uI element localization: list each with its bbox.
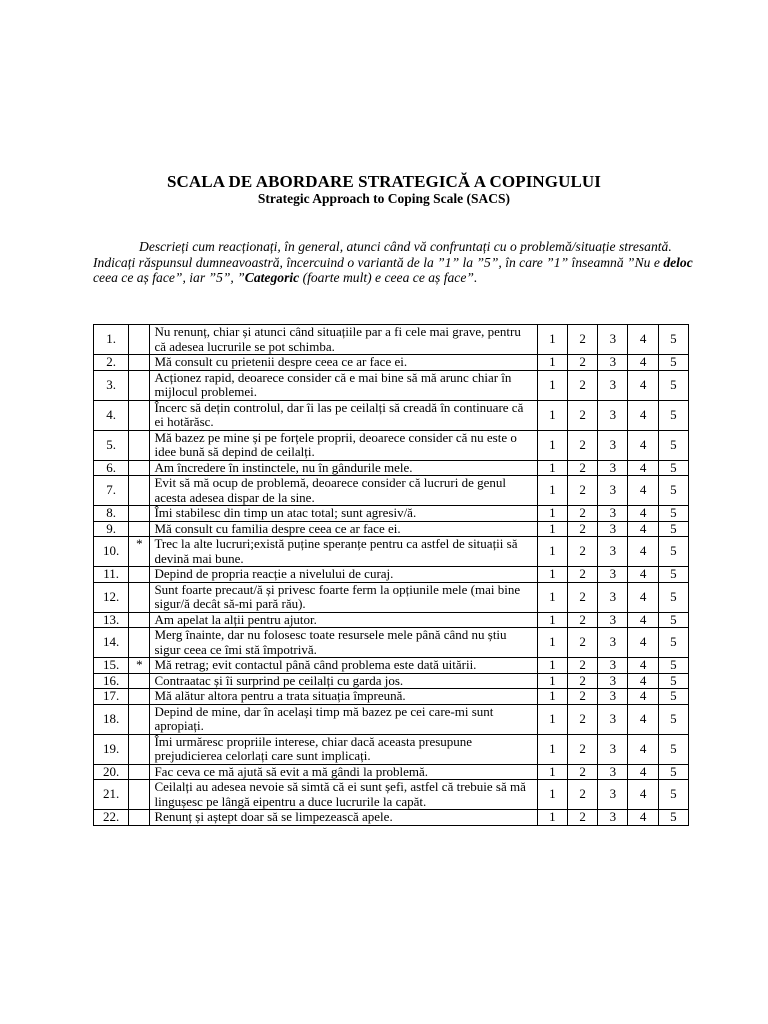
rating-option-2[interactable]: 2 <box>567 810 597 826</box>
rating-option-3[interactable]: 3 <box>598 325 628 355</box>
item-statement: Depind de propria reacție a nivelului de curaj. <box>150 567 537 583</box>
item-reverse-mark: * <box>129 658 150 674</box>
rating-option-5[interactable]: 5 <box>658 673 688 689</box>
sacs-items-body <box>94 325 689 826</box>
rating-option-4[interactable]: 4 <box>628 582 658 612</box>
item-row <box>94 689 689 705</box>
rating-option-3[interactable]: 3 <box>598 370 628 400</box>
item-number: 21. <box>94 780 129 810</box>
item-reverse-mark <box>129 612 150 628</box>
rating-option-1[interactable]: 1 <box>537 704 567 734</box>
item-reverse-mark: * <box>129 537 150 567</box>
rating-option-1[interactable]: 1 <box>537 673 567 689</box>
rating-option-3[interactable]: 3 <box>598 521 628 537</box>
rating-option-5[interactable]: 5 <box>658 764 688 780</box>
rating-option-3[interactable]: 3 <box>598 810 628 826</box>
rating-option-1[interactable]: 1 <box>537 537 567 567</box>
rating-option-3[interactable]: 3 <box>598 537 628 567</box>
item-reverse-mark <box>129 673 150 689</box>
rating-option-1[interactable]: 1 <box>537 460 567 476</box>
rating-option-4[interactable]: 4 <box>628 734 658 764</box>
item-statement: Fac ceva ce mă ajută să evit a mă gândi la problemă. <box>150 764 537 780</box>
item-number: 19. <box>94 734 129 764</box>
rating-option-5[interactable]: 5 <box>658 689 688 705</box>
item-reverse-mark <box>129 430 150 460</box>
item-reverse-mark <box>129 521 150 537</box>
item-row <box>94 325 689 355</box>
rating-option-2[interactable]: 2 <box>567 537 597 567</box>
rating-option-5[interactable]: 5 <box>658 506 688 522</box>
item-row <box>94 658 689 674</box>
item-statement: Evit să mă ocup de problemă, deoarece consider că lucruri de genul acesta adesea dispar de la sine. <box>150 476 537 506</box>
item-statement: Îmi urmăresc propriile interese, chiar dacă aceasta presupune prejudicierea celorlați care sunt implicați. <box>150 734 537 764</box>
item-statement: Mă bazez pe mine și pe forțele proprii, deoarece consider că nu este o idee bună să depind de ceilalți. <box>150 430 537 460</box>
item-row <box>94 810 689 826</box>
item-row <box>94 521 689 537</box>
rating-option-3[interactable]: 3 <box>598 460 628 476</box>
rating-option-3[interactable]: 3 <box>598 476 628 506</box>
rating-option-3[interactable]: 3 <box>598 689 628 705</box>
item-statement: Depind de mine, dar în același timp mă bazez pe cei care-mi sunt apropiați. <box>150 704 537 734</box>
item-reverse-mark <box>129 400 150 430</box>
rating-option-3[interactable]: 3 <box>598 734 628 764</box>
rating-option-3[interactable]: 3 <box>598 658 628 674</box>
rating-option-1[interactable]: 1 <box>537 521 567 537</box>
item-number: 20. <box>94 764 129 780</box>
item-reverse-mark <box>129 582 150 612</box>
item-number: 3. <box>94 370 129 400</box>
rating-option-5[interactable]: 5 <box>658 537 688 567</box>
item-number: 17. <box>94 689 129 705</box>
rating-option-4[interactable]: 4 <box>628 521 658 537</box>
rating-option-2[interactable]: 2 <box>567 476 597 506</box>
item-number: 4. <box>94 400 129 430</box>
item-reverse-mark <box>129 460 150 476</box>
rating-option-5[interactable]: 5 <box>658 400 688 430</box>
rating-option-4[interactable]: 4 <box>628 567 658 583</box>
rating-option-1[interactable]: 1 <box>537 764 567 780</box>
rating-option-3[interactable]: 3 <box>598 400 628 430</box>
item-row <box>94 734 689 764</box>
rating-option-4[interactable]: 4 <box>628 689 658 705</box>
rating-option-5[interactable]: 5 <box>658 521 688 537</box>
rating-option-2[interactable]: 2 <box>567 460 597 476</box>
rating-option-5[interactable]: 5 <box>658 370 688 400</box>
item-statement: Renunț și aștept doar să se limpezească apele. <box>150 810 537 826</box>
item-row <box>94 506 689 522</box>
rating-option-5[interactable]: 5 <box>658 355 688 371</box>
item-reverse-mark <box>129 689 150 705</box>
item-reverse-mark <box>129 567 150 583</box>
rating-option-1[interactable]: 1 <box>537 506 567 522</box>
item-row <box>94 567 689 583</box>
item-number: 15. <box>94 658 129 674</box>
rating-option-4[interactable]: 4 <box>628 704 658 734</box>
item-number: 5. <box>94 430 129 460</box>
rating-option-3[interactable]: 3 <box>598 355 628 371</box>
rating-option-1[interactable]: 1 <box>537 325 567 355</box>
item-statement: Merg înainte, dar nu folosesc toate resursele mele până când nu știu sigur ceea ce îmi stă împotrivă. <box>150 628 537 658</box>
item-reverse-mark <box>129 476 150 506</box>
item-statement: Mă alătur altora pentru a trata situația împreună. <box>150 689 537 705</box>
rating-option-4[interactable]: 4 <box>628 658 658 674</box>
item-reverse-mark <box>129 810 150 826</box>
instructions-bold-1: deloc <box>663 254 693 270</box>
item-number: 7. <box>94 476 129 506</box>
item-number: 12. <box>94 582 129 612</box>
rating-option-5[interactable]: 5 <box>658 582 688 612</box>
item-row <box>94 780 689 810</box>
rating-option-5[interactable]: 5 <box>658 810 688 826</box>
rating-option-4[interactable]: 4 <box>628 673 658 689</box>
rating-option-5[interactable]: 5 <box>658 658 688 674</box>
instructions-bold-2: Categoric <box>244 270 300 286</box>
rating-option-2[interactable]: 2 <box>567 355 597 371</box>
item-reverse-mark <box>129 355 150 371</box>
rating-option-4[interactable]: 4 <box>628 537 658 567</box>
rating-option-4[interactable]: 4 <box>628 476 658 506</box>
rating-option-1[interactable]: 1 <box>537 400 567 430</box>
item-statement: Îmi stabilesc din timp un atac total; sunt agresiv/ă. <box>150 506 537 522</box>
rating-option-5[interactable]: 5 <box>658 612 688 628</box>
item-number: 2. <box>94 355 129 371</box>
rating-option-2[interactable]: 2 <box>567 430 597 460</box>
item-statement: Mă consult cu prietenii despre ceea ce ar face ei. <box>150 355 537 371</box>
rating-option-3[interactable]: 3 <box>598 780 628 810</box>
item-reverse-mark <box>129 506 150 522</box>
rating-option-2[interactable]: 2 <box>567 400 597 430</box>
item-statement: Mă retrag; evit contactul până când problema este dată uitării. <box>150 658 537 674</box>
item-reverse-mark <box>129 370 150 400</box>
item-row <box>94 400 689 430</box>
rating-option-1[interactable]: 1 <box>537 658 567 674</box>
rating-option-2[interactable]: 2 <box>567 673 597 689</box>
rating-option-4[interactable]: 4 <box>628 370 658 400</box>
rating-option-1[interactable]: 1 <box>537 476 567 506</box>
item-statement: Am încredere în instinctele, nu în gândurile mele. <box>150 460 537 476</box>
rating-option-5[interactable]: 5 <box>658 567 688 583</box>
item-row <box>94 612 689 628</box>
item-statement: Trec la alte lucruri;există puține speranțe pentru ca astfel de situații să devină mai bune. <box>150 537 537 567</box>
item-statement: Sunt foarte precaut/ă și privesc foarte ferm la opțiunile mele (mai bine sigur/ă decât să-mi pară rău). <box>150 582 537 612</box>
rating-option-4[interactable]: 4 <box>628 612 658 628</box>
item-row <box>94 476 689 506</box>
rating-option-3[interactable]: 3 <box>598 567 628 583</box>
rating-option-4[interactable]: 4 <box>628 764 658 780</box>
rating-option-5[interactable]: 5 <box>658 476 688 506</box>
item-reverse-mark <box>129 325 150 355</box>
item-number: 8. <box>94 506 129 522</box>
rating-option-1[interactable]: 1 <box>537 567 567 583</box>
rating-option-4[interactable]: 4 <box>628 506 658 522</box>
rating-option-3[interactable]: 3 <box>598 704 628 734</box>
rating-option-1[interactable]: 1 <box>537 734 567 764</box>
item-number: 1. <box>94 325 129 355</box>
rating-option-2[interactable]: 2 <box>567 567 597 583</box>
rating-option-3[interactable]: 3 <box>598 612 628 628</box>
rating-option-1[interactable]: 1 <box>537 780 567 810</box>
item-row <box>94 370 689 400</box>
item-statement: Nu renunț, chiar și atunci când situațiile par a fi cele mai grave, pentru că adesea lucrurile se pot schimba. <box>150 325 537 355</box>
item-reverse-mark <box>129 628 150 658</box>
rating-option-3[interactable]: 3 <box>598 430 628 460</box>
rating-option-2[interactable]: 2 <box>567 506 597 522</box>
item-number: 9. <box>94 521 129 537</box>
item-reverse-mark <box>129 704 150 734</box>
item-row <box>94 673 689 689</box>
item-row <box>94 537 689 567</box>
rating-option-3[interactable]: 3 <box>598 673 628 689</box>
rating-option-5[interactable]: 5 <box>658 780 688 810</box>
rating-option-4[interactable]: 4 <box>628 325 658 355</box>
item-reverse-mark <box>129 734 150 764</box>
rating-option-2[interactable]: 2 <box>567 612 597 628</box>
rating-option-4[interactable]: 4 <box>628 355 658 371</box>
rating-option-3[interactable]: 3 <box>598 582 628 612</box>
rating-option-1[interactable]: 1 <box>537 689 567 705</box>
item-row <box>94 704 689 734</box>
item-row <box>94 355 689 371</box>
rating-option-4[interactable]: 4 <box>628 810 658 826</box>
item-row <box>94 582 689 612</box>
instructions-paragraph <box>93 239 693 286</box>
item-number: 16. <box>94 673 129 689</box>
instructions-text-3: (foarte mult) e ceea ce aș face”. <box>299 270 478 286</box>
item-statement: Contraatac și îi surprind pe ceilalți cu garda jos. <box>150 673 537 689</box>
rating-option-2[interactable]: 2 <box>567 582 597 612</box>
rating-option-2[interactable]: 2 <box>567 628 597 658</box>
rating-option-1[interactable]: 1 <box>537 370 567 400</box>
item-row <box>94 430 689 460</box>
rating-option-3[interactable]: 3 <box>598 628 628 658</box>
item-row <box>94 764 689 780</box>
item-statement: Mă consult cu familia despre ceea ce ar face ei. <box>150 521 537 537</box>
document-subtitle: Strategic Approach to Coping Scale (SACS) <box>257 191 511 206</box>
rating-option-5[interactable]: 5 <box>658 734 688 764</box>
rating-option-5[interactable]: 5 <box>658 430 688 460</box>
rating-option-2[interactable]: 2 <box>567 704 597 734</box>
item-number: 22. <box>94 810 129 826</box>
rating-option-4[interactable]: 4 <box>628 628 658 658</box>
sacs-items-table <box>93 324 689 826</box>
rating-option-2[interactable]: 2 <box>567 764 597 780</box>
rating-option-2[interactable]: 2 <box>567 370 597 400</box>
item-reverse-mark <box>129 764 150 780</box>
item-number: 11. <box>94 567 129 583</box>
document-title: SCALA DE ABORDARE STRATEGICĂ A COPINGULUI <box>166 172 602 191</box>
item-row <box>94 628 689 658</box>
item-row <box>94 460 689 476</box>
rating-option-1[interactable]: 1 <box>537 430 567 460</box>
rating-option-1[interactable]: 1 <box>537 355 567 371</box>
item-number: 13. <box>94 612 129 628</box>
rating-option-5[interactable]: 5 <box>658 704 688 734</box>
item-statement: Încerc să dețin controlul, dar îi las pe ceilalți să creadă în continuare că ei hotărăsc. <box>150 400 537 430</box>
rating-option-2[interactable]: 2 <box>567 734 597 764</box>
rating-option-1[interactable]: 1 <box>537 628 567 658</box>
rating-option-2[interactable]: 2 <box>567 658 597 674</box>
instructions-text-1: Descrieți cum reacționați, în general, atunci când vă confruntați cu o problemă/situație stresantă. Indicați răspunsul dumneavoastră, încercuind o variantă de la ”1” la ”5”, în care ”1” înseamnă ”Nu e <box>93 239 672 270</box>
rating-option-5[interactable]: 5 <box>658 460 688 476</box>
rating-option-1[interactable]: 1 <box>537 612 567 628</box>
rating-option-2[interactable]: 2 <box>567 325 597 355</box>
item-number: 14. <box>94 628 129 658</box>
item-statement: Acționez rapid, deoarece consider că e mai bine să mă arunc chiar în mijlocul problemei. <box>150 370 537 400</box>
item-reverse-mark <box>129 780 150 810</box>
rating-option-2[interactable]: 2 <box>567 780 597 810</box>
item-number: 6. <box>94 460 129 476</box>
rating-option-4[interactable]: 4 <box>628 400 658 430</box>
rating-option-2[interactable]: 2 <box>567 521 597 537</box>
item-statement: Ceilalți au adesea nevoie să simtă că ei sunt șefi, astfel că trebuie să mă lingușesc pe lângă eipentru a duce lucrurile la capăt. <box>150 780 537 810</box>
item-number: 18. <box>94 704 129 734</box>
rating-option-1[interactable]: 1 <box>537 810 567 826</box>
rating-option-5[interactable]: 5 <box>658 325 688 355</box>
rating-option-2[interactable]: 2 <box>567 689 597 705</box>
rating-option-3[interactable]: 3 <box>598 764 628 780</box>
rating-option-4[interactable]: 4 <box>628 780 658 810</box>
rating-option-4[interactable]: 4 <box>628 460 658 476</box>
instructions-text-2: ceea ce aș face”, iar ”5”, ” <box>93 270 245 286</box>
rating-option-3[interactable]: 3 <box>598 506 628 522</box>
item-statement: Am apelat la alții pentru ajutor. <box>150 612 537 628</box>
item-number: 10. <box>94 537 129 567</box>
rating-option-1[interactable]: 1 <box>537 582 567 612</box>
rating-option-4[interactable]: 4 <box>628 430 658 460</box>
rating-option-5[interactable]: 5 <box>658 628 688 658</box>
